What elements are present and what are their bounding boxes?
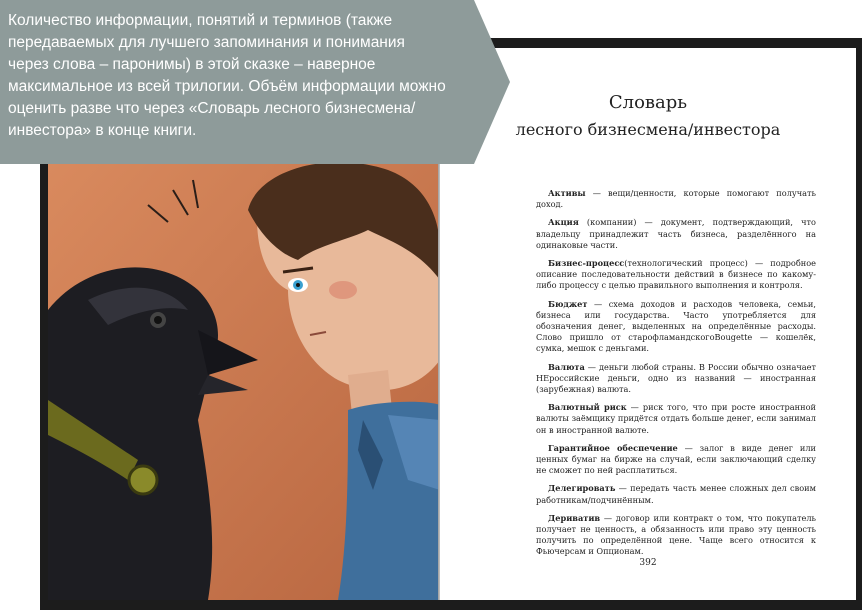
- dictionary-entry: Валюта — деньги любой страны. В России обычно означает НЕроссийские деньги, одно из названий — иностранная (зарубежная) валюта.: [536, 361, 816, 395]
- illustration-page: [48, 160, 440, 600]
- dictionary-entry: Гарантийное обеспечение — залог в виде денег или ценных бумаг на бирже на случай, если заключающий сделку не сможет по ней расплатиться.: [536, 442, 816, 476]
- dictionary-entry: Валютный риск — риск того, что при росте иностранной валюты заёмщику придётся отдать больше денег, если занимал он в иностранной валюте.: [536, 402, 816, 435]
- page-number: 392: [639, 558, 657, 568]
- dictionary-entry: Активы — вещи/ценности, которые помогают получать доход.: [536, 188, 816, 210]
- dictionary-entry: Акция (компании) — документ, подтверждающий, что владельцу принадлежит часть бизнеса, разделённого на одинаковые части.: [536, 217, 816, 250]
- callout-box: [0, 0, 512, 164]
- dictionary-title-line1: Словарь: [608, 92, 688, 113]
- dictionary-entries: [536, 188, 816, 565]
- dictionary-entry: Делегировать — передать часть менее сложных дел своим работникам/подчинённым.: [536, 483, 816, 505]
- crow-and-boy-illustration-icon: [48, 160, 440, 600]
- dictionary-title-line2: лесного бизнесмена/инвестора: [515, 120, 781, 139]
- dictionary-entry: Бюджет — схема доходов и расходов человека, семьи, бизнеса или государства. Часто употребляется для обозначения денег, выделенных на определённые расходы. Слово пришло от старофламандскогоBougette — кошелёк, сумка, мешок с деньгами.: [536, 298, 816, 354]
- dictionary-entry: Дериватив — договор или контракт о том, что покупатель получает не ценность, а обязанность или право эту ценность получить по определённой цене. Чаще всего относится к Фьючерсам и Опционам.: [536, 512, 816, 557]
- dictionary-entry: Бизнес-процесс(технологический процесс) — подробное описание последовательности действий в бизнесе по какому-либо процессу с целью правильного выполнения и контроля.: [536, 258, 816, 291]
- callout-text: Количество информации, понятий и терминов (также передаваемых для лучшего запоминания и понимания через слова – паронимы) в этой сказке – наверное максимальное из всей трилогии. Объём информации можно оценить разве что через «Словарь лесного бизнесмена/инвестора» в конце книги.: [8, 12, 446, 139]
